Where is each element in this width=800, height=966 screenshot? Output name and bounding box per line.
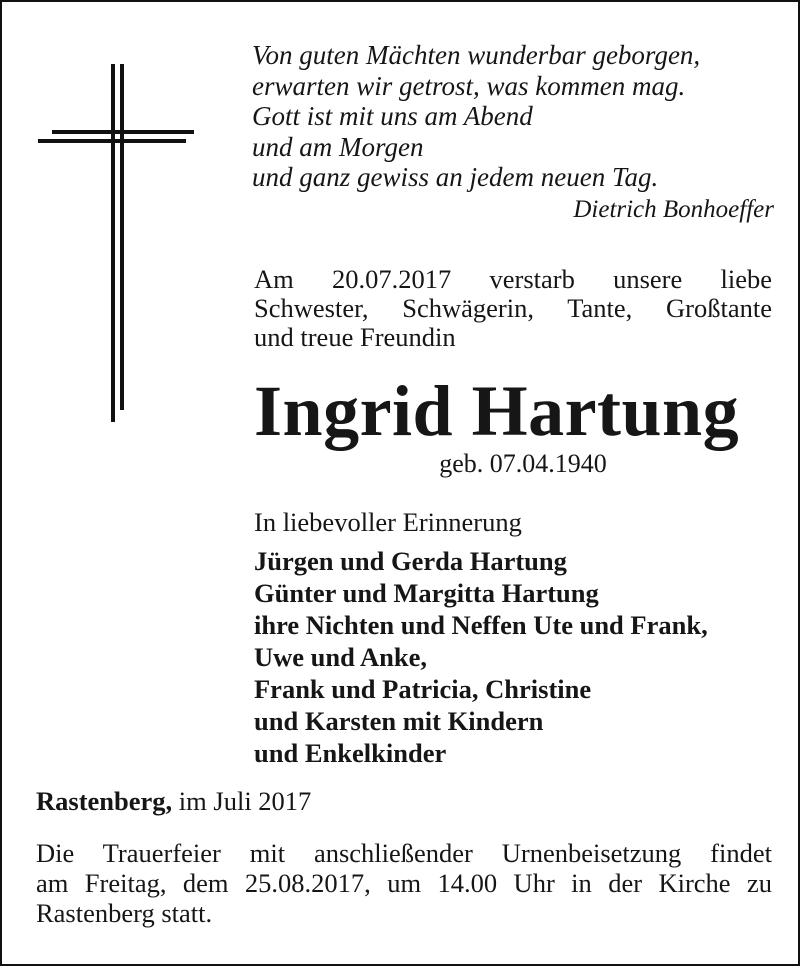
town-name: Rastenberg, (36, 786, 173, 816)
announcement-line: Schwester, Schwägerin, Tante, Großtante (254, 293, 772, 323)
mourner-line: Günter und Margitta Hartung (254, 578, 599, 608)
death-announcement (254, 265, 772, 352)
mourners-list (254, 545, 774, 769)
month-year: im Juli 2017 (172, 786, 312, 816)
bonhoeffer-quote (252, 40, 774, 225)
memory-label: In liebevoller Erinnerung (254, 507, 522, 537)
mourner-line: Frank und Patricia, Christine (254, 674, 592, 704)
birth-date: geb. 07.04.1940 (439, 449, 607, 478)
funeral-line: Rastenberg statt. (36, 898, 213, 928)
funeral-line: Die Trauerfeier mit anschließender Urnenbeisetzung findet (36, 838, 772, 868)
announcement-line: Am 20.07.2017 verstarb unsere liebe (254, 264, 772, 294)
quote-line: und am Morgen (252, 131, 424, 162)
quote-line: erwarten wir getrost, was kommen mag. (252, 70, 686, 101)
announcement-line: und treue Freundin (254, 322, 456, 352)
place-and-date (36, 786, 776, 816)
funeral-line: am Freitag, dem 25.08.2017, um 14.00 Uhr in der Kirche zu (36, 868, 772, 898)
quote-author: Dietrich Bonhoeffer (573, 195, 774, 223)
deceased-name: Ingrid Hartung (254, 371, 740, 451)
cross-icon (38, 64, 198, 426)
quote-line: Gott ist mit uns am Abend (252, 101, 533, 131)
mourner-line: ihre Nichten und Neffen Ute und Frank, (254, 610, 708, 640)
quote-line: Von guten Mächten wunderbar geborgen, (252, 40, 701, 70)
mourner-line: Jürgen und Gerda Hartung (254, 546, 567, 576)
mourner-line: und Karsten mit Kindern (254, 706, 544, 736)
mourner-line: Uwe und Anke, (254, 642, 428, 672)
quote-line: und ganz gewiss an jedem neuen Tag. (252, 162, 659, 192)
mourner-line: und Enkelkinder (254, 738, 447, 768)
funeral-info (36, 838, 772, 928)
